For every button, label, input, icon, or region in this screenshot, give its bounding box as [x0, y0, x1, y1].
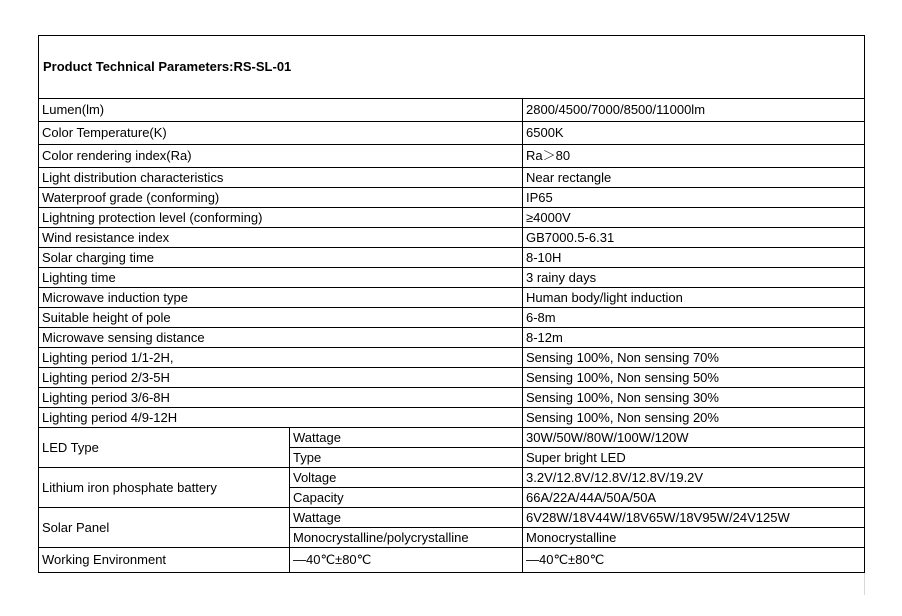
sub-parameter-cell: —40℃±80℃: [290, 548, 523, 573]
parameter-name-cell: Waterproof grade (conforming): [39, 188, 523, 208]
sub-parameter-cell: Monocrystalline/polycrystalline: [290, 528, 523, 548]
parameter-value-cell: GB7000.5-6.31: [523, 228, 865, 248]
parameter-value-cell: 3 rainy days: [523, 268, 865, 288]
sub-parameter-cell: Wattage: [290, 428, 523, 448]
parameter-value-cell: 30W/50W/80W/100W/120W: [523, 428, 865, 448]
parameter-name-cell: Color Temperature(K): [39, 122, 523, 145]
table-row: [39, 122, 865, 145]
parameter-name-cell: Solar charging time: [39, 248, 523, 268]
parameter-value-cell: Sensing 100%, Non sensing 70%: [523, 348, 865, 368]
parameters-table-body: [39, 36, 865, 573]
group-name-cell: LED Type: [39, 428, 290, 468]
title-row: [39, 36, 865, 99]
parameters-table: [38, 35, 865, 573]
parameter-value-cell: Human body/light induction: [523, 288, 865, 308]
parameter-value-cell: Near rectangle: [523, 168, 865, 188]
parameter-name-cell: Lighting period 3/6-8H: [39, 388, 523, 408]
parameter-name-cell: Lighting period 4/9-12H: [39, 408, 523, 428]
parameter-value-cell: Super bright LED: [523, 448, 865, 468]
table-row: [39, 168, 865, 188]
table-row: [39, 308, 865, 328]
parameter-name-cell: Microwave sensing distance: [39, 328, 523, 348]
parameter-value-cell: 8-10H: [523, 248, 865, 268]
group-name-cell: Lithium iron phosphate battery: [39, 468, 290, 508]
parameter-value-cell: 6V28W/18V44W/18V65W/18V95W/24V125W: [523, 508, 865, 528]
parameter-name-cell: Lighting period 1/1-2H,: [39, 348, 523, 368]
table-row: [39, 428, 865, 448]
parameter-name-cell: Lighting period 2/3-5H: [39, 368, 523, 388]
table-row: [39, 228, 865, 248]
table-row: [39, 268, 865, 288]
table-row: [39, 468, 865, 488]
sub-parameter-cell: Voltage: [290, 468, 523, 488]
table-row: [39, 288, 865, 308]
spec-sheet: [38, 35, 864, 573]
parameter-name-cell: Light distribution characteristics: [39, 168, 523, 188]
parameter-value-cell: 8-12m: [523, 328, 865, 348]
parameter-name-cell: Microwave induction type: [39, 288, 523, 308]
parameter-name-cell: Working Environment: [39, 548, 290, 573]
sub-parameter-cell: Wattage: [290, 508, 523, 528]
parameter-value-cell: 6-8m: [523, 308, 865, 328]
parameter-value-cell: ≥4000V: [523, 208, 865, 228]
parameter-name-cell: Color rendering index(Ra): [39, 145, 523, 168]
parameter-value-cell: Monocrystalline: [523, 528, 865, 548]
parameter-value-cell: 3.2V/12.8V/12.8V/12.8V/19.2V: [523, 468, 865, 488]
table-row: [39, 408, 865, 428]
parameter-value-cell: Sensing 100%, Non sensing 30%: [523, 388, 865, 408]
parameter-name-cell: Lumen(lm): [39, 99, 523, 122]
parameter-value-cell: Ra＞80: [523, 145, 865, 168]
parameter-value-cell: Sensing 100%, Non sensing 50%: [523, 368, 865, 388]
parameter-name-cell: Lightning protection level (conforming): [39, 208, 523, 228]
parameter-name-cell: Lighting time: [39, 268, 523, 288]
parameter-value-cell: 6500K: [523, 122, 865, 145]
table-row: [39, 248, 865, 268]
parameter-name-cell: Suitable height of pole: [39, 308, 523, 328]
parameter-value-cell: IP65: [523, 188, 865, 208]
table-row: [39, 388, 865, 408]
table-row-working-environment: [39, 548, 865, 573]
table-title: Product Technical Parameters:RS-SL-01: [39, 36, 865, 99]
table-row: [39, 145, 865, 168]
parameter-value-cell: 66A/22A/44A/50A/50A: [523, 488, 865, 508]
table-row: [39, 348, 865, 368]
table-row: [39, 368, 865, 388]
group-name-cell: Solar Panel: [39, 508, 290, 548]
table-row: [39, 208, 865, 228]
table-row: [39, 328, 865, 348]
parameter-value-cell: 2800/4500/7000/8500/11000lm: [523, 99, 865, 122]
parameter-value-cell: Sensing 100%, Non sensing 20%: [523, 408, 865, 428]
sub-parameter-cell: Type: [290, 448, 523, 468]
table-row: [39, 99, 865, 122]
table-row: [39, 508, 865, 528]
parameter-name-cell: Wind resistance index: [39, 228, 523, 248]
table-row: [39, 188, 865, 208]
parameter-value-cell: —40℃±80℃: [523, 548, 865, 573]
sub-parameter-cell: Capacity: [290, 488, 523, 508]
